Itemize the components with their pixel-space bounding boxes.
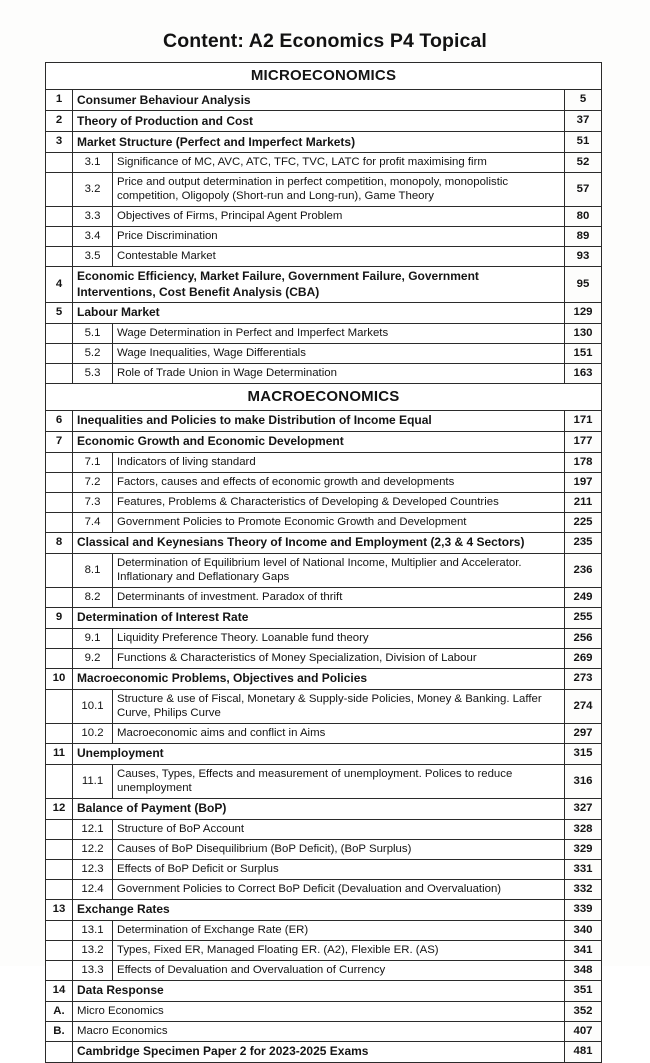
section-header-microeconomics bbox=[46, 63, 602, 90]
page-number: 151 bbox=[565, 343, 602, 363]
subsection-number: 3.5 bbox=[73, 247, 113, 267]
page-number: 171 bbox=[565, 411, 602, 432]
section-header-macroeconomics bbox=[46, 383, 602, 410]
page-number: 37 bbox=[565, 111, 602, 132]
subsection-title: Government Policies to Correct BoP Deficit (Devaluation and Overvaluation) bbox=[113, 880, 565, 900]
table-row bbox=[46, 173, 602, 207]
chapter-number: 2 bbox=[46, 111, 73, 132]
subsection-number: 3.4 bbox=[73, 227, 113, 247]
page-number: 341 bbox=[565, 941, 602, 961]
table-row bbox=[46, 267, 602, 303]
table-row bbox=[46, 493, 602, 513]
table-row bbox=[46, 111, 602, 132]
table-row bbox=[46, 302, 602, 323]
subsection-number: 10.1 bbox=[73, 690, 113, 724]
chapter-number bbox=[46, 921, 73, 941]
subsection-title: Determinants of investment. Paradox of thrift bbox=[113, 588, 565, 608]
subsection-title: Determination of Exchange Rate (ER) bbox=[113, 921, 565, 941]
subsection-number: 7.2 bbox=[73, 473, 113, 493]
page-number: 57 bbox=[565, 173, 602, 207]
page-number: 177 bbox=[565, 432, 602, 453]
page-number: 481 bbox=[565, 1042, 602, 1063]
chapter-number bbox=[46, 941, 73, 961]
chapter-number: 3 bbox=[46, 132, 73, 153]
table-row bbox=[46, 608, 602, 629]
chapter-number bbox=[46, 473, 73, 493]
table-row bbox=[46, 432, 602, 453]
subsection-number: 13.2 bbox=[73, 941, 113, 961]
chapter-number: 14 bbox=[46, 981, 73, 1002]
subsection-number: 9.2 bbox=[73, 649, 113, 669]
page-number: 327 bbox=[565, 799, 602, 820]
chapter-number bbox=[46, 1042, 73, 1063]
subsection-title: Wage Inequalities, Wage Differentials bbox=[113, 343, 565, 363]
table-row bbox=[46, 820, 602, 840]
subsection-number: 5.2 bbox=[73, 343, 113, 363]
subsection-number: 12.2 bbox=[73, 840, 113, 860]
chapter-number bbox=[46, 649, 73, 669]
table-row bbox=[46, 207, 602, 227]
page-number: 329 bbox=[565, 840, 602, 860]
chapter-number: 7 bbox=[46, 432, 73, 453]
table-row bbox=[46, 724, 602, 744]
page-number: 297 bbox=[565, 724, 602, 744]
subsection-number: 8.1 bbox=[73, 554, 113, 588]
subsection-number: 9.1 bbox=[73, 629, 113, 649]
subsection-title: Factors, causes and effects of economic growth and developments bbox=[113, 473, 565, 493]
page-number: 52 bbox=[565, 153, 602, 173]
subsection-title: Macroeconomic aims and conflict in Aims bbox=[113, 724, 565, 744]
page-number: 273 bbox=[565, 669, 602, 690]
table-row bbox=[46, 669, 602, 690]
subsection-number: 13.1 bbox=[73, 921, 113, 941]
table-row bbox=[46, 453, 602, 473]
page-number: 93 bbox=[565, 247, 602, 267]
subsection-number: 13.3 bbox=[73, 961, 113, 981]
subsection-title: Indicators of living standard bbox=[113, 453, 565, 473]
table-row bbox=[46, 629, 602, 649]
chapter-number bbox=[46, 363, 73, 383]
chapter-number bbox=[46, 554, 73, 588]
chapter-number: 13 bbox=[46, 900, 73, 921]
toc-body bbox=[46, 63, 602, 1063]
chapter-number: 6 bbox=[46, 411, 73, 432]
table-row bbox=[46, 941, 602, 961]
subsection-title: Significance of MC, AVC, ATC, TFC, TVC, LATC for profit maximising firm bbox=[113, 153, 565, 173]
table-row bbox=[46, 981, 602, 1002]
subsection-number: 10.2 bbox=[73, 724, 113, 744]
subsection-title: Effects of Devaluation and Overvaluation of Currency bbox=[113, 961, 565, 981]
subsection-title: Price and output determination in perfect competition, monopoly, monopolistic competition, Oligopoly (Short-run and Long-run), Game Theory bbox=[113, 173, 565, 207]
chapter-number: 8 bbox=[46, 533, 73, 554]
page-number: 351 bbox=[565, 981, 602, 1002]
chapter-title: Economic Efficiency, Market Failure, Government Failure, Government Interventions, Cost Benefit Analysis (CBA) bbox=[73, 267, 565, 303]
chapter-number bbox=[46, 513, 73, 533]
page-number: 339 bbox=[565, 900, 602, 921]
subsection-number: 7.4 bbox=[73, 513, 113, 533]
table-row bbox=[46, 1042, 602, 1063]
subsection-title: Structure & use of Fiscal, Monetary & Supply-side Policies, Money & Banking. Laffer Curve, Philips Curve bbox=[113, 690, 565, 724]
table-row bbox=[46, 900, 602, 921]
table-row bbox=[46, 513, 602, 533]
subsection-title: Government Policies to Promote Economic Growth and Development bbox=[113, 513, 565, 533]
page-number: 352 bbox=[565, 1002, 602, 1022]
table-row bbox=[46, 921, 602, 941]
chapter-number bbox=[46, 173, 73, 207]
subsection-title: Determination of Equilibrium level of National Income, Multiplier and Accelerator. Inflationary and Deflationary Gaps bbox=[113, 554, 565, 588]
chapter-number bbox=[46, 690, 73, 724]
chapter-title: Exchange Rates bbox=[73, 900, 565, 921]
table-row bbox=[46, 690, 602, 724]
table-row bbox=[46, 533, 602, 554]
page-number: 211 bbox=[565, 493, 602, 513]
subsection-number: 3.3 bbox=[73, 207, 113, 227]
chapter-title: Balance of Payment (BoP) bbox=[73, 799, 565, 820]
subsection-title: Contestable Market bbox=[113, 247, 565, 267]
subsection-title: Price Discrimination bbox=[113, 227, 565, 247]
chapter-title: Market Structure (Perfect and Imperfect Markets) bbox=[73, 132, 565, 153]
table-row bbox=[46, 132, 602, 153]
chapter-title: Data Response bbox=[73, 981, 565, 1002]
chapter-number bbox=[46, 961, 73, 981]
page-number: 129 bbox=[565, 302, 602, 323]
chapter-number: A. bbox=[46, 1002, 73, 1022]
subsection-number: 5.1 bbox=[73, 323, 113, 343]
page-number: 5 bbox=[565, 90, 602, 111]
table-row bbox=[46, 1002, 602, 1022]
section-header-macroeconomics-label: MACROECONOMICS bbox=[46, 383, 602, 410]
chapter-number: 5 bbox=[46, 302, 73, 323]
page-number: 51 bbox=[565, 132, 602, 153]
page-number: 178 bbox=[565, 453, 602, 473]
table-row bbox=[46, 880, 602, 900]
chapter-number: 9 bbox=[46, 608, 73, 629]
chapter-title: Determination of Interest Rate bbox=[73, 608, 565, 629]
table-row bbox=[46, 860, 602, 880]
subsection-number: 7.1 bbox=[73, 453, 113, 473]
page-number: 197 bbox=[565, 473, 602, 493]
chapter-title: Macro Economics bbox=[73, 1022, 565, 1042]
subsection-number: 5.3 bbox=[73, 363, 113, 383]
page-number: 95 bbox=[565, 267, 602, 303]
page-number: 80 bbox=[565, 207, 602, 227]
table-row bbox=[46, 588, 602, 608]
chapter-title: Labour Market bbox=[73, 302, 565, 323]
page-number: 328 bbox=[565, 820, 602, 840]
chapter-number: 4 bbox=[46, 267, 73, 303]
chapter-number bbox=[46, 765, 73, 799]
page-number: 269 bbox=[565, 649, 602, 669]
chapter-number bbox=[46, 588, 73, 608]
table-row bbox=[46, 411, 602, 432]
chapter-title: Unemployment bbox=[73, 744, 565, 765]
chapter-number: 10 bbox=[46, 669, 73, 690]
subsection-number: 12.3 bbox=[73, 860, 113, 880]
chapter-number bbox=[46, 880, 73, 900]
table-row bbox=[46, 153, 602, 173]
chapter-number bbox=[46, 323, 73, 343]
table-of-contents bbox=[45, 62, 602, 1063]
page-number: 331 bbox=[565, 860, 602, 880]
table-row bbox=[46, 799, 602, 820]
chapter-title: Economic Growth and Economic Development bbox=[73, 432, 565, 453]
subsection-number: 7.3 bbox=[73, 493, 113, 513]
subsection-number: 3.1 bbox=[73, 153, 113, 173]
chapter-title: Consumer Behaviour Analysis bbox=[73, 90, 565, 111]
table-row bbox=[46, 90, 602, 111]
page-number: 348 bbox=[565, 961, 602, 981]
table-row bbox=[46, 961, 602, 981]
page-number: 316 bbox=[565, 765, 602, 799]
chapter-number bbox=[46, 227, 73, 247]
chapter-number bbox=[46, 493, 73, 513]
subsection-title: Causes of BoP Disequilibrium (BoP Deficit), (BoP Surplus) bbox=[113, 840, 565, 860]
table-row bbox=[46, 649, 602, 669]
subsection-number: 11.1 bbox=[73, 765, 113, 799]
subsection-title: Causes, Types, Effects and measurement of unemployment. Polices to reduce unemployment bbox=[113, 765, 565, 799]
table-row bbox=[46, 554, 602, 588]
page-number: 235 bbox=[565, 533, 602, 554]
chapter-number bbox=[46, 247, 73, 267]
chapter-number: 11 bbox=[46, 744, 73, 765]
page-number: 89 bbox=[565, 227, 602, 247]
page-number: 340 bbox=[565, 921, 602, 941]
page-number: 332 bbox=[565, 880, 602, 900]
table-row bbox=[46, 363, 602, 383]
subsection-title: Wage Determination in Perfect and Imperfect Markets bbox=[113, 323, 565, 343]
page-number: 236 bbox=[565, 554, 602, 588]
table-row bbox=[46, 323, 602, 343]
table-row bbox=[46, 227, 602, 247]
subsection-title: Features, Problems & Characteristics of Developing & Developed Countries bbox=[113, 493, 565, 513]
chapter-number bbox=[46, 153, 73, 173]
subsection-title: Types, Fixed ER, Managed Floating ER. (A2), Flexible ER. (AS) bbox=[113, 941, 565, 961]
table-row bbox=[46, 840, 602, 860]
chapter-number: 1 bbox=[46, 90, 73, 111]
chapter-number: B. bbox=[46, 1022, 73, 1042]
chapter-title: Inequalities and Policies to make Distribution of Income Equal bbox=[73, 411, 565, 432]
chapter-number: 12 bbox=[46, 799, 73, 820]
table-row bbox=[46, 343, 602, 363]
chapter-title: Macroeconomic Problems, Objectives and Policies bbox=[73, 669, 565, 690]
subsection-title: Liquidity Preference Theory. Loanable fund theory bbox=[113, 629, 565, 649]
page-number: 255 bbox=[565, 608, 602, 629]
chapter-title: Micro Economics bbox=[73, 1002, 565, 1022]
section-header-microeconomics-label: MICROECONOMICS bbox=[46, 63, 602, 90]
table-row bbox=[46, 744, 602, 765]
chapter-title: Cambridge Specimen Paper 2 for 2023-2025 Exams bbox=[73, 1042, 565, 1063]
subsection-title: Structure of BoP Account bbox=[113, 820, 565, 840]
table-row bbox=[46, 247, 602, 267]
subsection-title: Role of Trade Union in Wage Determination bbox=[113, 363, 565, 383]
subsection-number: 12.4 bbox=[73, 880, 113, 900]
page-number: 163 bbox=[565, 363, 602, 383]
page-number: 249 bbox=[565, 588, 602, 608]
chapter-number bbox=[46, 860, 73, 880]
chapter-number bbox=[46, 724, 73, 744]
chapter-number bbox=[46, 820, 73, 840]
table-row bbox=[46, 473, 602, 493]
table-row bbox=[46, 1022, 602, 1042]
page-number: 256 bbox=[565, 629, 602, 649]
subsection-number: 12.1 bbox=[73, 820, 113, 840]
page-number: 315 bbox=[565, 744, 602, 765]
chapter-number bbox=[46, 629, 73, 649]
page-title: Content: A2 Economics P4 Topical bbox=[163, 30, 487, 52]
page-number: 130 bbox=[565, 323, 602, 343]
chapter-number bbox=[46, 840, 73, 860]
page-number: 274 bbox=[565, 690, 602, 724]
chapter-title: Theory of Production and Cost bbox=[73, 111, 565, 132]
subsection-number: 3.2 bbox=[73, 173, 113, 207]
table-row bbox=[46, 765, 602, 799]
chapter-number bbox=[46, 453, 73, 473]
chapter-number bbox=[46, 207, 73, 227]
page-number: 225 bbox=[565, 513, 602, 533]
subsection-title: Effects of BoP Deficit or Surplus bbox=[113, 860, 565, 880]
chapter-number bbox=[46, 343, 73, 363]
subsection-number: 8.2 bbox=[73, 588, 113, 608]
page-number: 407 bbox=[565, 1022, 602, 1042]
chapter-title: Classical and Keynesians Theory of Income and Employment (2,3 & 4 Sectors) bbox=[73, 533, 565, 554]
subsection-title: Functions & Characteristics of Money Specialization, Division of Labour bbox=[113, 649, 565, 669]
subsection-title: Objectives of Firms, Principal Agent Problem bbox=[113, 207, 565, 227]
